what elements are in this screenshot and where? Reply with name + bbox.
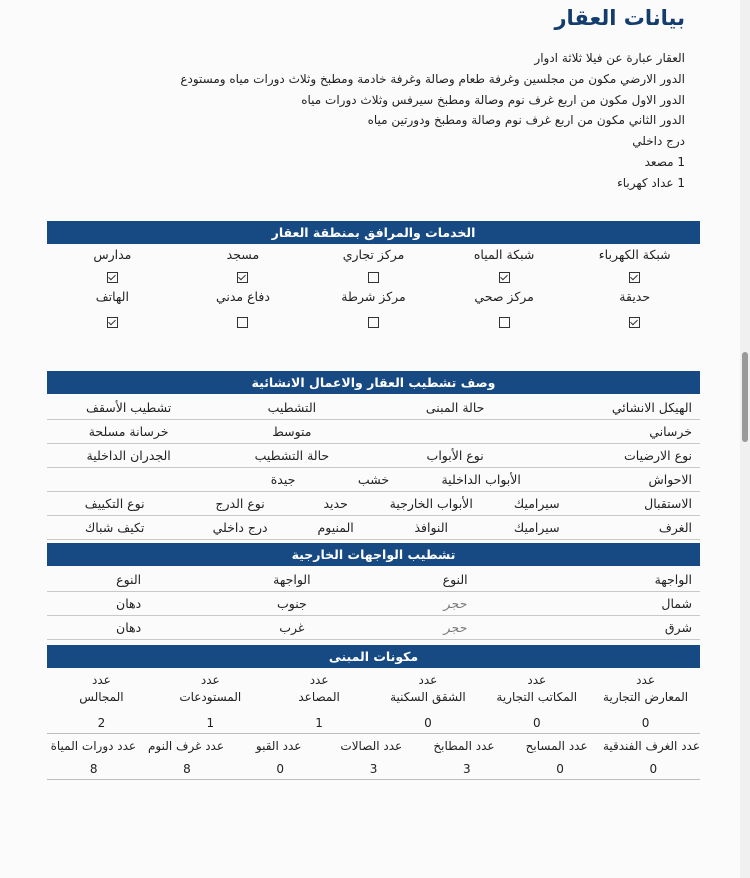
component-value: 8 (183, 762, 191, 776)
service-checkbox[interactable] (629, 317, 640, 328)
row-divider (47, 779, 700, 780)
component-value: 1 (315, 716, 323, 730)
facade-cell: الواجهة (654, 572, 692, 587)
facades-header: تشطيب الواجهات الخارجية (47, 543, 700, 566)
finishing-cell: تكيف شباك (84, 520, 145, 535)
finishing-cell: حالة التشطيب (254, 448, 330, 463)
property-description (45, 48, 685, 194)
services-row-2-checks (47, 314, 700, 329)
description-line: درج داخلي (632, 134, 685, 149)
service-checkbox[interactable] (499, 317, 510, 328)
finishing-cell: النوافذ (414, 520, 448, 535)
component-value: 0 (532, 716, 541, 730)
finishing-cell: خرسانة مسلحة (88, 424, 169, 439)
finishing-cell: الأبواب الخارجية (389, 496, 473, 511)
finishing-cell: جيدة (270, 472, 296, 487)
finishing-cell: الاستقبال (644, 496, 692, 511)
facade-row (47, 593, 700, 616)
component-value: 0 (649, 762, 658, 776)
description-line: 1 مصعد (644, 154, 685, 169)
components-row-2-values (47, 761, 700, 778)
component-value: 0 (424, 716, 432, 730)
description-line: 1 عداد كهرباء (617, 175, 685, 190)
service-checkbox[interactable] (368, 272, 379, 283)
finishing-cell: الغرف (658, 520, 692, 535)
facade-cell: غرب (279, 620, 305, 635)
component-value: 0 (276, 762, 285, 776)
facade-row (47, 617, 700, 640)
service-label: حديقة (619, 289, 651, 304)
finishing-cell: نوع الأبواب (426, 448, 484, 463)
finishing-cell: سيراميك (513, 520, 560, 535)
component-label: المعارض التجارية (603, 690, 689, 704)
component-prefix: عدد (92, 673, 111, 687)
finishing-cell: حديد (323, 496, 348, 511)
page-title: بيانات العقار (554, 6, 685, 30)
facade-cell: حجر (443, 620, 467, 635)
component-value: 2 (97, 716, 106, 730)
component-label: عدد القبو (255, 739, 302, 753)
finishing-cell: سيراميك (513, 496, 560, 511)
services-row-2-labels (47, 289, 700, 304)
finishing-cell: نوع التكييف (84, 496, 145, 511)
service-label: مركز شرطة (341, 289, 406, 304)
description-line: الدور الارضي مكون من مجلسين وغرفة طعام وصالة وغرفة خادمة ومطبخ وثلاث دورات مياه ومستودع (180, 71, 685, 86)
finishing-cell (47, 469, 235, 491)
finishing-cell: الاحواش (648, 472, 692, 487)
component-prefix: عدد (309, 673, 329, 687)
finishing-cell: متوسط (272, 424, 312, 439)
component-label: عدد الصالات (340, 739, 403, 753)
service-checkbox[interactable] (237, 272, 248, 283)
finishing-cell: درج داخلي (212, 520, 268, 535)
component-label: عدد المطابخ (433, 739, 495, 753)
finishing-cell (374, 421, 537, 443)
component-label: عدد المسابح (525, 739, 588, 753)
facade-cell: النوع (116, 572, 142, 587)
description-line: الدور الاول مكون من اربع غرف نوم وصالة ومطبخ سيرفس وثلاث دورات مياه (301, 92, 685, 107)
component-label: المجالس (79, 690, 124, 704)
facade-row (47, 569, 700, 592)
service-checkbox[interactable] (499, 272, 510, 283)
service-label: مدارس (93, 247, 132, 262)
component-label: المصاعد (298, 690, 340, 704)
component-value: 0 (641, 716, 650, 730)
finishing-cell: حالة المبنى (425, 400, 485, 415)
facade-cell: جنوب (277, 596, 307, 611)
component-value: 3 (369, 762, 378, 776)
service-checkbox[interactable] (368, 317, 379, 328)
facade-cell: دهان (116, 620, 142, 635)
vertical-scrollbar[interactable] (740, 0, 750, 878)
finishing-cell: الأبواب الداخلية (441, 472, 521, 487)
component-value: 0 (556, 762, 564, 776)
component-label: عدد غرف النوم (147, 739, 224, 753)
facade-cell: النوع (442, 572, 468, 587)
facade-cell: دهان (116, 596, 142, 611)
finishing-cell: نوع الدرج (215, 496, 265, 511)
finishing-row (47, 469, 700, 492)
description-line: العقار عبارة عن فيلا ثلاثة ادوار (534, 51, 685, 65)
service-checkbox[interactable] (107, 272, 118, 283)
description-line: الدور الثاني مكون من اربع غرف نوم وصالة ومطبخ ودورتين مياه (367, 113, 685, 128)
component-label: عدد دورات المياة (50, 739, 137, 753)
component-prefix: عدد (527, 673, 547, 687)
component-value: 1 (206, 716, 215, 730)
finishing-row (47, 493, 700, 516)
finishing-row (47, 445, 700, 468)
finishing-cell: تشطيب الأسقف (86, 400, 172, 415)
components-row-1-labels (47, 672, 700, 706)
service-label: مركز تجاري (342, 247, 405, 262)
service-label: مركز صحي (474, 289, 534, 304)
component-value: 3 (462, 762, 471, 776)
component-label: عدد الغرف الفندقية (602, 739, 700, 753)
service-checkbox[interactable] (107, 317, 118, 328)
components-row-1-values (47, 715, 700, 732)
finishing-cell: المنيوم (317, 520, 354, 535)
finishing-row (47, 517, 700, 540)
component-prefix: عدد (418, 673, 438, 687)
components-row-2-labels (47, 738, 700, 755)
facade-cell: شرق (664, 620, 692, 635)
component-prefix: عدد (200, 673, 220, 687)
service-label: شبكة الكهرباء (598, 247, 671, 262)
components-header: مكونات المبنى (47, 645, 700, 668)
component-label: المكاتب التجارية (496, 690, 578, 704)
service-label: الهاتف (95, 289, 129, 304)
finishing-cell: نوع الارضيات (624, 448, 692, 463)
finishing-cell: خرساني (649, 424, 692, 439)
service-label: شبكة المياه (473, 247, 535, 262)
services-row-1-checks (47, 269, 700, 284)
scrollbar-thumb[interactable] (742, 352, 748, 442)
services-header: الخدمات والمرافق بمنطقة العقار (47, 221, 700, 244)
finishing-row (47, 421, 700, 444)
finishing-cell: التشطيب (267, 400, 317, 415)
facade-cell: شمال (661, 596, 692, 611)
component-value: 8 (89, 762, 98, 776)
row-divider (47, 733, 700, 734)
service-checkbox[interactable] (629, 272, 640, 283)
service-label: مسجد (226, 247, 260, 262)
component-label: المستودعات (179, 690, 242, 704)
finishing-cell: الجدران الداخلية (86, 448, 171, 463)
component-label: الشقق السكنية (390, 690, 466, 704)
service-label: دفاع مدني (215, 289, 270, 304)
services-row-1-labels (47, 247, 700, 262)
finishing-header: وصف تشطيب العقار والاعمال الانشائية (47, 371, 700, 394)
finishing-cell: الهيكل الانشائي (611, 400, 692, 415)
facade-cell: الواجهة (273, 572, 311, 587)
finishing-cell: خشب (357, 472, 390, 487)
finishing-row (47, 397, 700, 420)
service-checkbox[interactable] (237, 317, 248, 328)
facade-cell: حجر (443, 596, 467, 611)
component-prefix: عدد (636, 673, 655, 687)
